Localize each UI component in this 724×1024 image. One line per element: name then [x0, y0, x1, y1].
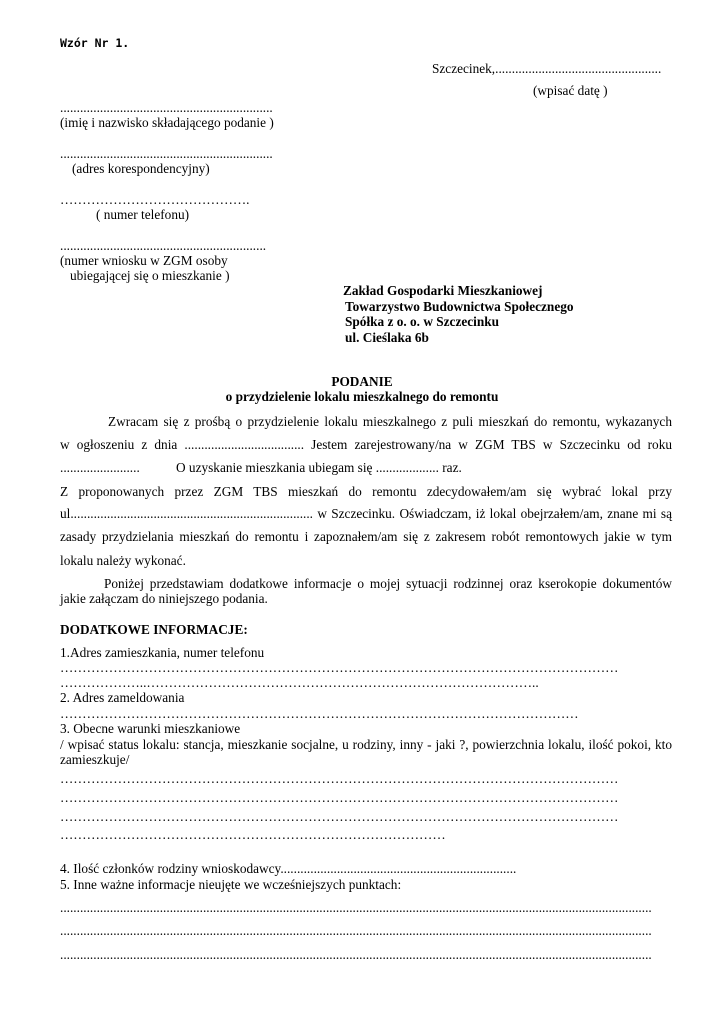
request-number-field[interactable]: .............................................................. — [60, 238, 267, 253]
recipient-line-4: ul. Cieślaka 6b — [345, 330, 429, 345]
recipient-line-3: Spółka z o. o. w Szczecinku — [345, 314, 500, 329]
item-1-field-2[interactable]: ………………..…………………………………………………………………………….. — [60, 675, 539, 690]
item-1-field-1[interactable]: ……………………………………………………………………………………………………………… — [60, 660, 619, 675]
request-number-hint-1: (numer wniosku w ZGM osoby — [60, 253, 228, 268]
item-3-field-4[interactable]: …………………………………………………………………………… — [60, 827, 446, 842]
applicant-name-hint: (imię i nazwisko składającego podanie ) — [60, 115, 274, 130]
paragraph-3-line-2: jakie załączam do niniejszego podania. — [60, 591, 268, 606]
item-2-label: 2. Adres zameldowania — [60, 690, 185, 705]
paragraph-2-line-1: Z proponowanych przez ZGM TBS mieszkań do remontu zdecydowałem/am się wybrać lokal przy — [60, 484, 672, 499]
place-date-line[interactable]: Szczecinek,.................................................. — [432, 61, 662, 76]
applicant-phone-field[interactable]: ……………………………………. — [60, 192, 250, 207]
request-number-hint-2: ubiegającej się o mieszkanie ) — [70, 268, 230, 283]
applicant-name-field[interactable]: ................................................................ — [60, 100, 273, 115]
form-label: Wzór Nr 1. — [60, 36, 130, 50]
item-5-field-2[interactable]: .................................................................................................................................................................................. — [60, 923, 652, 938]
paragraph-1-line-1: Zwracam się z prośbą o przydzielenie lokalu mieszkalnego z puli mieszkań do remontu, wykazanych — [108, 414, 672, 429]
item-5-field-1[interactable]: .................................................................................................................................................................................. — [60, 900, 652, 915]
additional-info-heading: DODATKOWE INFORMACJE: — [60, 622, 248, 637]
item-4-family-members[interactable]: 4. Ilość członków rodziny wnioskodawcy....................................................................... — [60, 861, 517, 876]
document-subtitle: o przydzielenie lokalu mieszkalnego do remontu — [225, 389, 499, 404]
applicant-address-field[interactable]: ................................................................ — [60, 146, 273, 161]
item-3-field-2[interactable]: ……………………………………………………………………………………………………………… — [60, 790, 619, 805]
item-3-hint-2: zamieszkuje/ — [60, 752, 130, 767]
item-5-label: 5. Inne ważne informacje nieujęte we wcześniejszych punktach: — [60, 877, 402, 892]
paragraph-2-line-4: lokalu należy wykonać. — [60, 553, 186, 568]
paragraph-1-line-3-dots[interactable]: ........................ — [60, 460, 140, 475]
paragraph-2-line-2: ul......................................................................... w Szczecinku. Oświadczam, iż lokal obejrzałem/am, znane mi są — [60, 506, 672, 521]
paragraph-1-line-2: w ogłoszeniu z dnia .................................... Jestem zarejestrowany/na w ZGM TBS w Szczecinku od roku — [60, 437, 672, 452]
item-3-field-1[interactable]: ……………………………………………………………………………………………………………… — [60, 771, 619, 786]
item-3-field-3[interactable]: ……………………………………………………………………………………………………………… — [60, 809, 619, 824]
paragraph-2-line-3: zasady przydzielania mieszkań do remontu i zapoznałem/am się z zakresem robót remontowych jakie w tym — [60, 529, 672, 544]
paragraph-1-line-3: O uzyskanie mieszkania ubiegam się ................... raz. — [176, 460, 462, 475]
applicant-phone-hint: ( numer telefonu) — [96, 207, 190, 222]
item-5-field-3[interactable]: .................................................................................................................................................................................. — [60, 947, 652, 962]
document-title: PODANIE — [331, 374, 393, 389]
item-1-label: 1.Adres zamieszkania, numer telefonu — [60, 645, 265, 660]
item-3-hint-1: / wpisać status lokalu: stancja, mieszkanie socjalne, u rodziny, inny - jaki ?, powierzchnia lokalu, ilość pokoi, kto — [60, 737, 672, 752]
item-2-field[interactable]: ……………………………………………………………………………………………………… — [60, 706, 579, 721]
paragraph-3-line-1: Poniżej przedstawiam dodatkowe informacje o mojej sytuacji rodzinnej oraz kserokopie dokumentów — [104, 576, 672, 591]
applicant-address-hint: (adres korespondencyjny) — [72, 161, 210, 176]
recipient-line-1: Zakład Gospodarki Mieszkaniowej — [343, 283, 543, 298]
item-3-label: 3. Obecne warunki mieszkaniowe — [60, 721, 241, 736]
date-hint: (wpisać datę ) — [533, 83, 608, 98]
recipient-line-2: Towarzystwo Budownictwa Społecznego — [345, 299, 574, 314]
